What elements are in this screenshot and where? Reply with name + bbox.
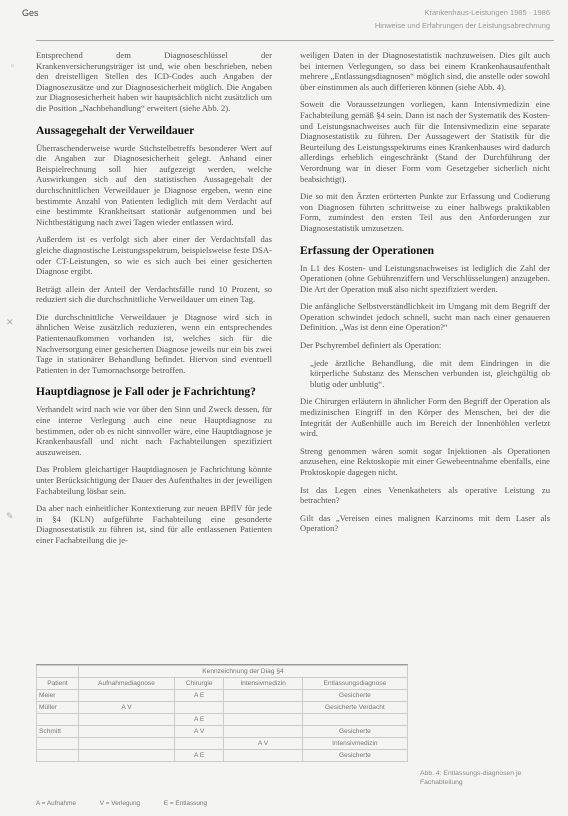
table-cell [224, 750, 302, 762]
paragraph: Verhandelt wird nach wie vor über den Sinn und Zweck dessen, für eine interne Verlegung auch eine neue Hauptdiagnose zu bestimmen, oder ob es nicht sinnvoller wäre, eine Hauptdiagnose je Krankenhausfall und nicht nach Fachabteilungen spezifiziert auszuweisen. [36, 404, 272, 457]
table-header: Chirurgie [175, 678, 224, 690]
paragraph: Ist das Legen eines Venenkatheters als operative Leistung zu betrachten? [300, 484, 550, 506]
definition-quote: „jede ärztliche Behandlung, die mit dem Eindringen in die körperliche Substanz des Menschen verbunden ist, gleichgültig ob blutig oder unblutig“. [310, 357, 550, 389]
section-heading: Erfassung der Operationen [300, 244, 434, 257]
table-cell [37, 738, 79, 750]
table-cell: A E [175, 690, 224, 702]
table-cell [37, 714, 79, 726]
table-cell: Meier [37, 690, 79, 702]
paragraph: Der Pschyrembel definiert als Operation: [300, 340, 442, 351]
table-row [37, 690, 408, 702]
table-header: Aufnahmediagnose [78, 678, 174, 690]
margin-mark: ✎ [6, 512, 14, 522]
header-right-line2: Hinweise und Erfahrungen der Leistungsabrechnung [374, 21, 550, 30]
paragraph: Die so mit den Ärzten erörterten Punkte zur Erfassung und Codierung von Diagnosen führten schrittweise zu einer halbwegs praktikablen Form, zumindest den ersten Teil aus den Anforderungen zur Diagnosestatistik umzusetzen. [300, 191, 550, 233]
table-cell: A V [78, 702, 174, 714]
table-cell [78, 690, 174, 702]
paragraph: Das Problem gleichartiger Hauptdiagnosen je Fachrichtung könnte unter Berücksichtigung der Dauer des Aufenthaltes in der jeweiligen Fachabteilung lösbar sein. [36, 464, 272, 496]
right-column [300, 50, 550, 541]
table-cell: A E [175, 714, 224, 726]
section-heading: Hauptdiagnose je Fall oder je Fachrichtung? [36, 386, 256, 399]
table-cell: Gesicherte Verdacht [302, 702, 407, 714]
table-cell [78, 726, 174, 738]
table-cell [224, 690, 302, 702]
paragraph: Außerdem ist es verfolgt sich aber einer der Verdachtsfall das gleiche diagnostische Leistungsspektrum, beispielsweise feste DSA- oder CT-Leistungen, so wie es sich auch bei einer gesicherten Diagnose ergibt. [36, 234, 272, 277]
table-row [37, 702, 408, 714]
table-cell: Müller [37, 702, 79, 714]
paragraph: Gilt das „Vereisen eines malignen Karzinoms mit dem Laser als Operation? [300, 512, 550, 534]
table-cell [175, 738, 224, 750]
page-header [0, 6, 568, 36]
paragraph: Die durchschnittliche Verweildauer je Diagnose wird sich in ähnlichen Weise zusätzlich reduzieren, wenn ein entsprechendes Patientenaufkommen vorhanden ist, welches sich für die Nachversorgung einer gesicherten Diagnose jeweils nur ein bis zwei Tage in stationärer Behandlung befindet. Hiervon sind eventuell Patienten in der Tumornachsorge betroffen. [36, 311, 272, 375]
table-row [37, 726, 408, 738]
paragraph: In L1 des Kosten- und Leistungsnachweises ist lediglich die Zahl der Operationen (ohne Gebührenziffern und Verschlüsselungen) anzugeben. Die Art der Operation muß also nicht spezifiziert werden. [300, 262, 550, 294]
table-cell [78, 750, 174, 762]
table-cell [78, 714, 174, 726]
paragraph: weiligen Daten in der Diagnosestatistik nachzuweisen. Dies gilt auch bei internen Verlegungen, so dass bei einem Krankenhausaufenthalt mehrere „Entlassungsdiagnosen“ möglich sind, die anstelle oder sowohl über einstimmen als auch differieren können (siehe Abb. 4). [300, 50, 550, 92]
table-cell: Gesicherte [302, 690, 407, 702]
header-left: Ges [22, 8, 39, 18]
table-corner [37, 666, 79, 678]
table-cell [175, 702, 224, 714]
legend-item: A = Aufnahme [36, 800, 76, 807]
table-header: Intensivmedizin [224, 678, 302, 690]
header-right-line1: Krankenhaus-Leistungen 1985 · 1986 [424, 8, 550, 17]
margin-mark: ◦ [10, 62, 16, 72]
paragraph: Die Chirurgen erläutern in ähnlicher Form den Begriff der Operation als medizinischen Eingriff in den Körper des Menschen, bei der die Integrität der Außenhülle auch im Bereich der Innenhöhlen verletzt wird. [300, 396, 550, 439]
table-cell [224, 702, 302, 714]
table-row [37, 738, 408, 750]
table-cell: Intensivmedizin [302, 738, 407, 750]
table-cell [302, 714, 407, 726]
table-cell [224, 726, 302, 738]
table-cell: Gesicherte [302, 750, 407, 762]
table-cell: Schmitt [37, 726, 79, 738]
table-cell: Gesicherte [302, 726, 407, 738]
table-cell: A V [224, 738, 302, 750]
paragraph: Da aber nach einheitlicher Kontextierung zur neuen BPflV für jede in §4 (KLN) aufgeführte Fachabteilung eine gesonderte Diagnosestatistik zu führen ist, sind für alle entlassenen Patienten einer Fachabteilung die je- [36, 503, 272, 545]
diagnosis-table [36, 664, 408, 762]
left-column [36, 50, 272, 553]
table-header: Patient [37, 678, 79, 690]
paragraph: Überraschenderweise wurde Stichstelbetreffs besonderer Wert auf die Angaben zur Diagnosesicherheit gelegt. Anhand einer Beispielrechnung soll hier aufgezeigt werden, welche Auswirkungen sich auf den statistischen Aussagegehalt der durchschnittlichen Verweildauer je Diagnose ergeben, wenn eine bestimmte Anzahl von Patienten lediglich mit dem Verdacht auf eine bestimmte Krankheitsart stationär aufgenommen und bei Nichtbestätigung nach zwei Tagen wieder entlassen wird. [36, 142, 272, 227]
paragraph: Entsprechend dem Diagnoseschlüssel der Krankenversicherungsträger ist und, wie oben beschrieben, neben den dreistelligen Stellen des ICD-Codes auch Angaben der Diagnosezusätze und zur Diagnosesicherheit möglich. Die Angaben zur Diagnosesicherheit haben wir hauptsächlich nicht zusätzlich um die Position „Nachbehandlung“ erweitert (siehe Abb. 2). [36, 50, 272, 113]
figure-caption: Abb. 4: Entlassungs-diagnosen je Fachabteilung [420, 770, 522, 786]
legend-item: V = Verlegung [99, 800, 141, 807]
table-row [37, 714, 408, 726]
paragraph: Die anfängliche Selbstverständlichkeit im Umgang mit dem Begriff der Operation schwindet jedoch schnell, sucht man nach einer genaueren Definition. „Was ist denn eine Operation?“ [300, 301, 550, 333]
table-cell: A E [175, 750, 224, 762]
table-cell: A V [175, 726, 224, 738]
section-heading: Aussagegehalt der Verweildauer [36, 124, 195, 137]
table-header: Entlassungsdiagnose [302, 678, 407, 690]
table-cell [37, 750, 79, 762]
table-cell [224, 714, 302, 726]
paragraph: Beträgt allein der Anteil der Verdachtsfälle rund 10 Prozent, so reduziert sich die durchschnittliche Verweildauer um einen Tag. [36, 283, 272, 305]
paragraph: Soweit die Voraussetzungen vorliegen, kann Intensivmedizin eine Fachabteilung gemäß §4 sein. Dann ist nach der Systematik des Kosten- und Leistungsnachweises auch für die Intensivmedizin eine separate Diagnosestatistik zu führen. Der Aussagewert der Statistik für die Beurteilung des Leistungsspektrums eines Krankenhauses wird dadurch allerdings erheblich eingeschränkt (Stand der Durchführung der Verordnung war in dieser Form vom Gesetzgeber sicherlich nicht beabsichtigt). [300, 99, 550, 184]
header-rule [36, 40, 554, 41]
table-cell [78, 738, 174, 750]
table-row [37, 750, 408, 762]
margin-mark: ✕ [6, 318, 14, 328]
legend-item: E = Entlassung [163, 800, 208, 807]
table-legend [36, 800, 416, 807]
paragraph: Streng genommen wären somit sogar Injektionen als Operationen anzusehen, eine Rektoskopie mit einer Gewebeentnahme ebenfalls, eine Proktoskopie dagegen nicht. [300, 445, 550, 477]
table-super-header: Kennzeichnung der Diag §4 [78, 666, 407, 678]
